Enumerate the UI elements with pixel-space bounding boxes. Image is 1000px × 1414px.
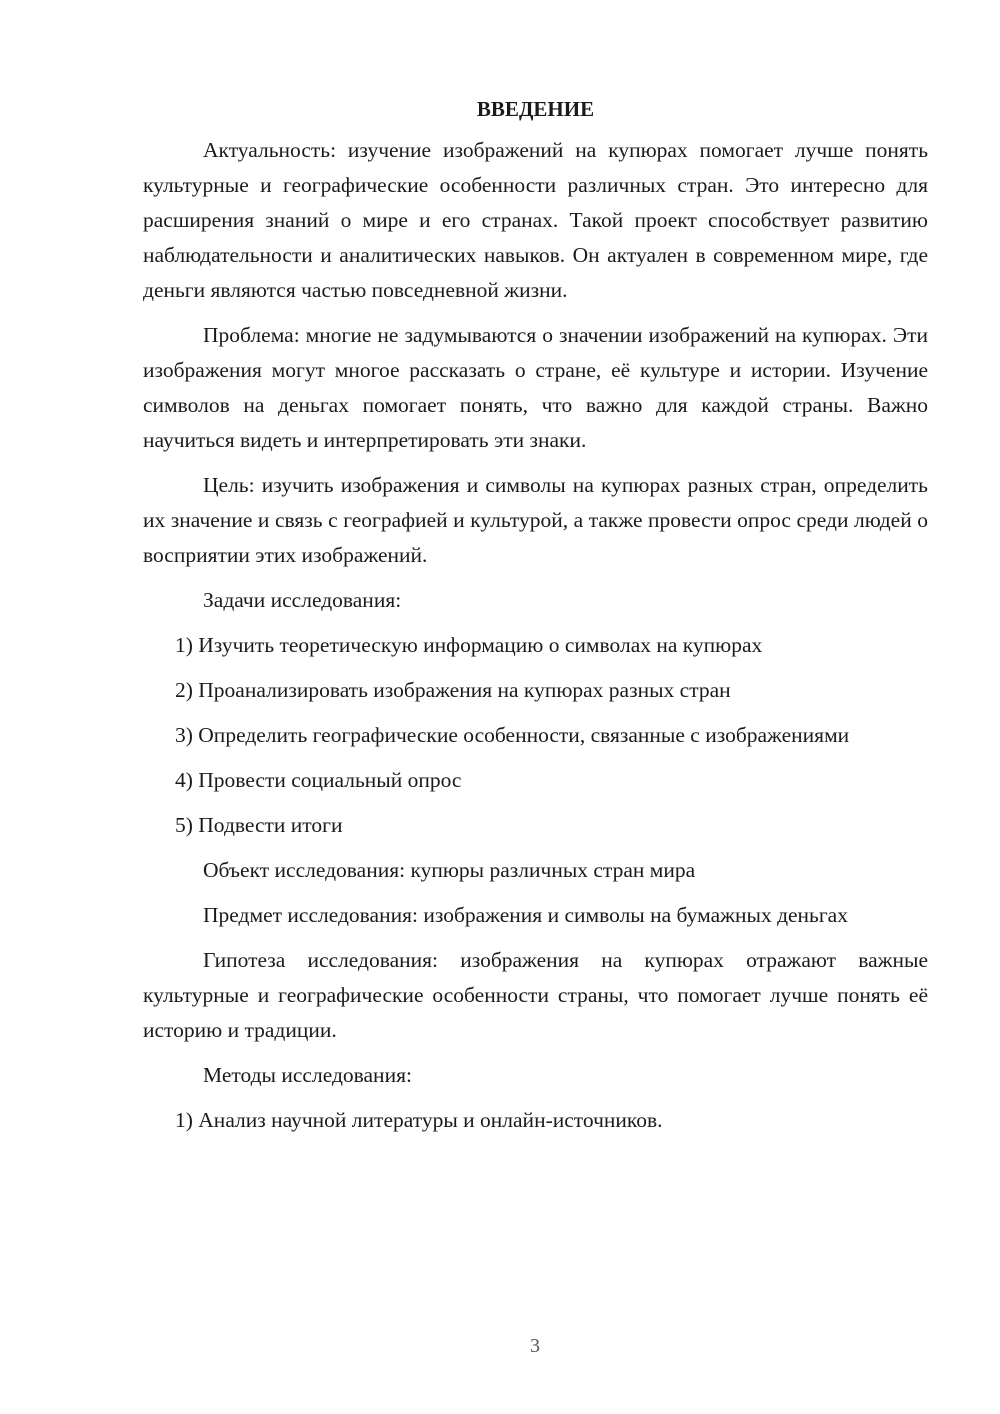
page-number: 3 [530, 1335, 540, 1357]
section-title: ВВЕДЕНИЕ [476, 97, 595, 121]
hypothesis-paragraph: Гипотеза исследования: изображения на купюрах отражают важные культурные и географические особенности страны, что помогает лучше понять её историю и традиции. [143, 948, 928, 1042]
task-item-2: 2) Проанализировать изображения на купюрах разных стран [175, 678, 731, 702]
problem-paragraph: Проблема: многие не задумываются о значении изображений на купюрах. Эти изображения могут многое рассказать о стране, её культуре и истории. Изучение символов на деньгах помогает понять, что важно для каждой страны. Важно научиться видеть и интерпретировать эти знаки. [143, 323, 928, 452]
document-body [143, 92, 928, 1148]
methods-heading: Методы исследования: [203, 1063, 412, 1087]
task-item-3: 3) Определить географические особенности, связанные с изображениями [175, 723, 850, 747]
task-item-1: 1) Изучить теоретическую информацию о символах на купюрах [175, 633, 763, 657]
goal-paragraph: Цель: изучить изображения и символы на купюрах разных стран, определить их значение и связь с географией и культурой, а также провести опрос среди людей о восприятии этих изображений. [143, 473, 928, 567]
tasks-heading: Задачи исследования: [203, 588, 402, 612]
subject-paragraph: Предмет исследования: изображения и символы на бумажных деньгах [203, 903, 848, 927]
method-item-1: 1) Анализ научной литературы и онлайн-источников. [175, 1108, 663, 1132]
task-item-4: 4) Провести социальный опрос [175, 768, 462, 792]
object-paragraph: Объект исследования: купюры различных стран мира [203, 858, 696, 882]
task-item-5: 5) Подвести итоги [175, 813, 343, 837]
relevance-paragraph: Актуальность: изучение изображений на купюрах помогает лучше понять культурные и географические особенности различных стран. Это интересно для расширения знаний о мире и его странах. Такой проект способствует развитию наблюдательности и аналитических навыков. Он актуален в современном мире, где деньги являются частью повседневной жизни. [143, 138, 928, 302]
